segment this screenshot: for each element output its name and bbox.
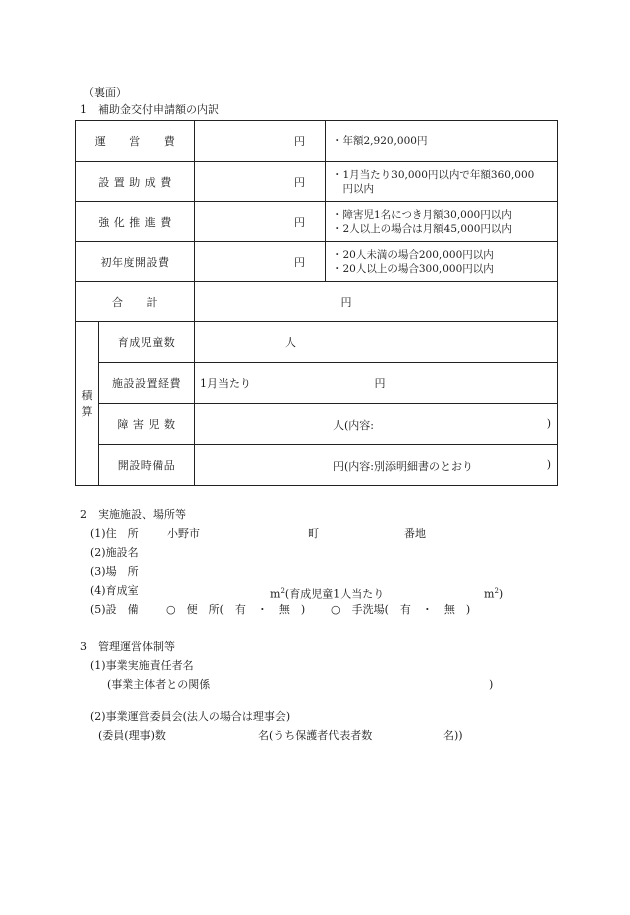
table-row bbox=[76, 202, 558, 242]
sqm-unit: m bbox=[270, 587, 281, 601]
row-label-equipment: 開設時備品 bbox=[99, 445, 195, 486]
subsidy-breakdown-table bbox=[75, 120, 558, 486]
children-count-cell[interactable] bbox=[195, 322, 558, 363]
toilet-option[interactable]: ○ 便 所( 有 ・ 無 ) bbox=[166, 603, 306, 616]
per-month-label: 1月当たり bbox=[200, 377, 251, 390]
per-child-unit bbox=[484, 584, 503, 602]
estimate-char-1: 積 bbox=[81, 388, 93, 402]
row-label-disabled-children: 障 害 児 数 bbox=[99, 404, 195, 445]
members-end: 名)) bbox=[443, 729, 463, 742]
sqm-sup-2: 2 bbox=[494, 587, 499, 595]
amount-cell[interactable]: 円 bbox=[195, 162, 326, 202]
facility-cost-cell[interactable] bbox=[195, 363, 558, 404]
sqm-sup: 2 bbox=[280, 587, 285, 595]
close-paren: ) bbox=[546, 417, 551, 430]
table-row bbox=[76, 445, 558, 486]
members-label: (委員(理事)数 bbox=[98, 729, 166, 742]
note-line: ・1月当たり30,000円以内で年額360,000 bbox=[332, 168, 535, 181]
city-label: 小野市 bbox=[167, 527, 200, 540]
section-1-title: 1 補助金交付申請額の内訳 bbox=[80, 103, 219, 116]
town-label: 町 bbox=[308, 527, 319, 540]
table-row bbox=[76, 404, 558, 445]
total-amount-cell[interactable]: 円 bbox=[195, 282, 558, 322]
room-area-unit bbox=[270, 584, 384, 602]
equipment-unit: 円(内容:別添明細書のとおり bbox=[333, 460, 473, 473]
row-label-facility-cost: 施設設置経費 bbox=[99, 363, 195, 404]
amount-cell[interactable]: 円 bbox=[195, 121, 326, 162]
unit-yen: 円 bbox=[374, 377, 386, 390]
amount-cell[interactable]: 円 bbox=[195, 202, 326, 242]
relation-close: ) bbox=[489, 678, 494, 691]
responsible-person-label: (1)事業実施責任者名 bbox=[90, 659, 194, 672]
note-line: ・年額2,920,000円 bbox=[332, 135, 428, 147]
place-label: (3)場 所 bbox=[90, 565, 139, 578]
note-line: ・20人以上の場合300,000円以内 bbox=[332, 262, 494, 275]
relation-label: (事業主体者との関係 bbox=[107, 678, 211, 691]
row-label-children: 育成児童数 bbox=[99, 322, 195, 363]
reverse-side-label: （裏面） bbox=[83, 86, 127, 99]
note-line: ・2人以上の場合は月額45,000円以内 bbox=[332, 222, 512, 235]
equipment-cell[interactable] bbox=[195, 445, 558, 486]
amount-cell[interactable]: 円 bbox=[195, 242, 326, 282]
estimate-char-2: 算 bbox=[81, 404, 93, 418]
handwash-option[interactable]: ○ 手洗場( 有 ・ 無 ) bbox=[331, 603, 471, 616]
row-label-operation: 運 営 費 bbox=[76, 121, 195, 162]
row-label-setup-grant: 設 置 助 成 費 bbox=[76, 162, 195, 202]
table-row bbox=[76, 121, 558, 162]
banchi-label: 番地 bbox=[404, 527, 426, 540]
facility-name-label: (2)施設名 bbox=[90, 546, 139, 559]
table-row bbox=[76, 162, 558, 202]
row-label-first-year: 初年度開設費 bbox=[76, 242, 195, 282]
table-row bbox=[76, 282, 558, 322]
close-paren: ) bbox=[498, 587, 504, 601]
per-child-label: (育成児童1人当たり bbox=[284, 587, 385, 601]
committee-label: (2)事業運営委員会(法人の場合は理事会) bbox=[90, 710, 291, 723]
section-2-title: 2 実施施設、場所等 bbox=[80, 508, 186, 521]
table-row bbox=[76, 242, 558, 282]
room-label: (4)育成室 bbox=[90, 584, 139, 597]
section-3-title: 3 管理運営体制等 bbox=[80, 640, 175, 653]
disabled-unit: 人(内容: bbox=[333, 419, 374, 432]
table-row bbox=[76, 322, 558, 363]
note-cell bbox=[326, 242, 558, 282]
close-paren: ) bbox=[546, 458, 551, 471]
row-label-total: 合 計 bbox=[76, 282, 195, 322]
note-cell bbox=[326, 121, 558, 162]
disabled-children-cell[interactable] bbox=[195, 404, 558, 445]
address-label: (1)住 所 bbox=[90, 527, 139, 540]
sqm-unit-2: m bbox=[484, 587, 495, 601]
unit-person: 人 bbox=[285, 336, 296, 349]
note-cell bbox=[326, 202, 558, 242]
note-line: ・障害児1名につき月額30,000円以内 bbox=[332, 208, 512, 221]
estimate-side-label bbox=[76, 322, 99, 486]
table-row bbox=[76, 363, 558, 404]
note-line: 円以内 bbox=[332, 182, 374, 195]
members-mid: 名(うち保護者代表者数 bbox=[258, 729, 373, 742]
row-label-enhancement: 強 化 推 進 費 bbox=[76, 202, 195, 242]
note-cell bbox=[326, 162, 558, 202]
note-line: ・20人未満の場合200,000円以内 bbox=[332, 248, 494, 261]
equipment-label: (5)設 備 bbox=[90, 603, 139, 616]
